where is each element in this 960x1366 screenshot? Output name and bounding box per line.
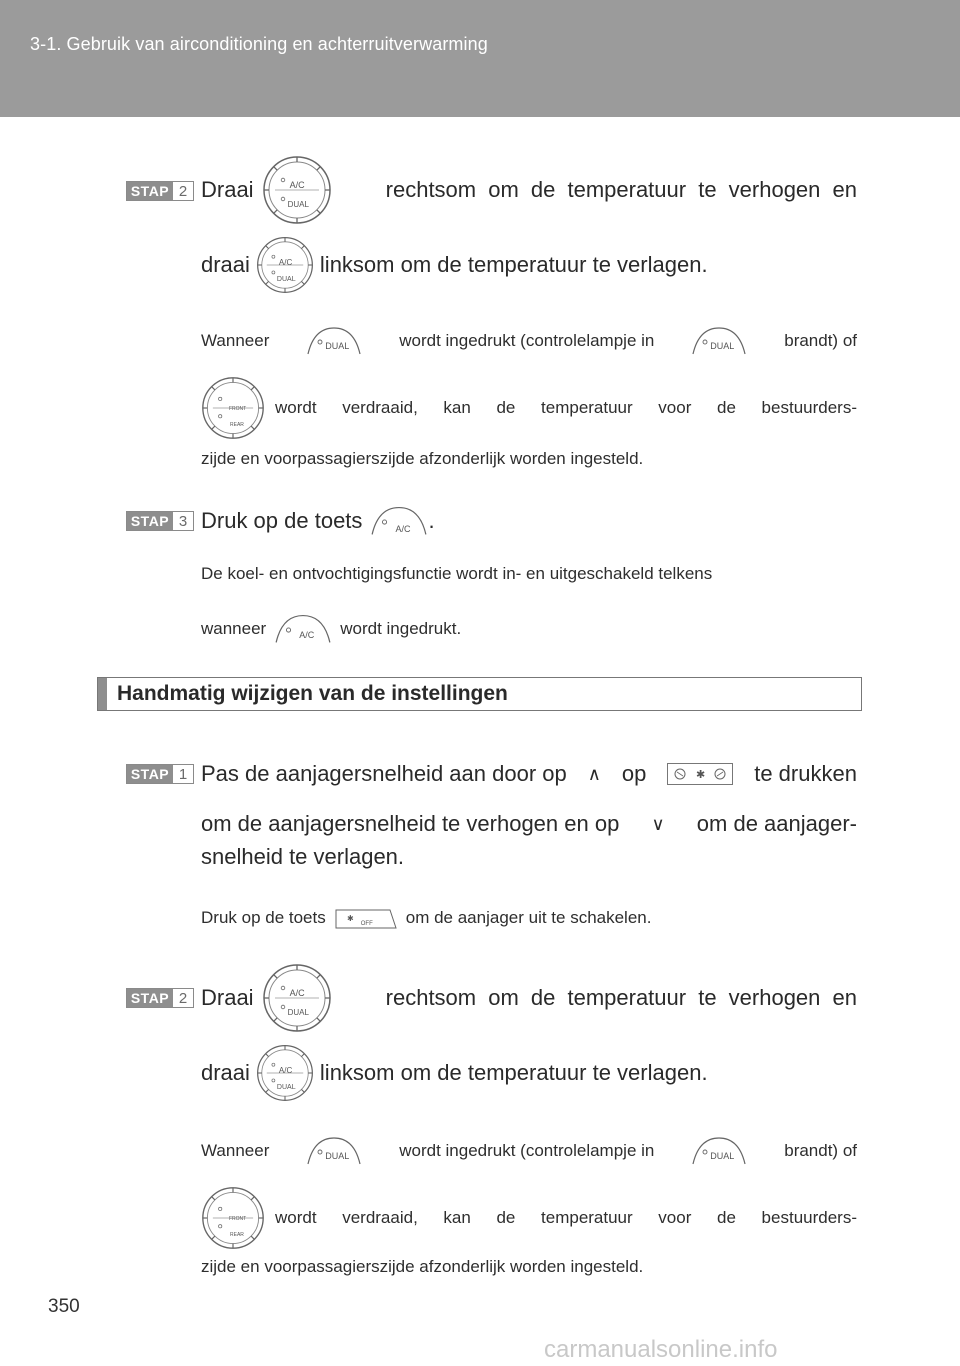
ac-button-icon (272, 613, 334, 645)
dial-bottom-label: REAR (230, 1232, 244, 1238)
step-badge-word: STAP (127, 512, 173, 530)
dual-button-icon (688, 1136, 750, 1166)
instruction-text: Draai (201, 177, 254, 202)
down-arrow-icon: ∨ (651, 814, 665, 834)
fan-off-label: OFF (360, 921, 373, 927)
step-badge-number: 3 (178, 512, 188, 530)
instruction-line (201, 252, 708, 283)
dial-top-label: FRONT (229, 1216, 247, 1222)
instruction-line (201, 761, 857, 787)
step-badge-number: 1 (178, 765, 188, 783)
note-line (201, 1140, 857, 1162)
dial-top-label: A/C (278, 258, 293, 267)
note-text: brandt) of (784, 1141, 857, 1160)
instruction-text: linksom om de temperatuur te verlagen. (319, 1060, 708, 1085)
note-text: wordt ingedrukt (controlelampje in (399, 1141, 655, 1160)
instruction-text: . (428, 508, 435, 533)
instruction-text: draai (201, 252, 250, 277)
instruction-line (201, 811, 857, 837)
step-badge (126, 181, 194, 201)
step-badge (126, 511, 194, 531)
note-text: De koel- en ontvochtigingsfunctie wordt in- en uitgeschakeld telkens (201, 564, 713, 583)
section-heading-bar (98, 678, 107, 710)
dual-button-icon (303, 1136, 365, 1166)
step-badge-word: STAP (127, 765, 173, 783)
note-line (201, 618, 461, 640)
instruction-text: te drukken (754, 761, 857, 786)
dial-top-label: A/C (289, 988, 305, 998)
step-badge-number: 2 (178, 182, 188, 200)
note-text: om de aanjager uit te schakelen. (405, 908, 652, 927)
instruction-text: linksom om de temperatuur te verlagen. (319, 252, 708, 277)
section-title: Handmatig wijzigen van de instellingen (117, 682, 508, 705)
note-line (201, 1186, 857, 1250)
dial-bottom-label: DUAL (287, 1008, 309, 1017)
note-text: wordt verdraaid, kan de temperatuur voor de bestuurders- (275, 398, 857, 417)
instruction-line (201, 985, 857, 1017)
fan-off-button-icon (334, 906, 398, 930)
note-line (201, 330, 857, 352)
footer-watermark[interactable]: carmanualsonline.info (544, 1336, 778, 1363)
chapter-title: 3-1. Gebruik van airconditioning en achterruitverwarming (30, 34, 488, 54)
dial-top-label: A/C (289, 180, 305, 190)
temperature-dial-icon (256, 1044, 314, 1102)
fan-speed-button-icon (667, 763, 733, 785)
page-number: 350 (48, 1296, 80, 1317)
page-header (0, 0, 960, 117)
step-badge (126, 764, 194, 784)
instruction-text: rechtsom om de temperatuur te verhogen en (385, 985, 857, 1010)
step-badge-word: STAP (127, 182, 173, 200)
svg-text:✱: ✱ (696, 768, 706, 781)
ac-button-icon (368, 505, 430, 537)
mode-dial-icon (201, 1186, 265, 1250)
note-line (201, 376, 857, 440)
note-text: wordt ingedrukt (controlelampje in (399, 331, 655, 350)
temperature-dial-icon (262, 155, 332, 225)
note-text: brandt) of (784, 331, 857, 350)
note-line (201, 906, 651, 930)
instruction-text: Pas de aanjagersnelheid aan door op (201, 761, 567, 786)
section-heading (97, 677, 862, 711)
ac-button-label: A/C (299, 630, 315, 640)
dial-top-label: FRONT (229, 406, 247, 412)
instruction-text: snelheid te verlagen. (201, 844, 405, 869)
instruction-text: rechtsom om de temperatuur te verhogen en (385, 177, 857, 202)
instruction-line (201, 177, 857, 209)
temperature-dial-icon (256, 236, 314, 294)
dual-button-label: DUAL (710, 341, 735, 351)
dual-button-label: DUAL (325, 341, 350, 351)
instruction-text: om de aanjager- (696, 811, 857, 836)
note-text: Wanneer (201, 1141, 270, 1160)
dial-bottom-label: DUAL (276, 276, 296, 283)
note-text: Druk op de toets (201, 908, 326, 927)
dial-bottom-label: DUAL (287, 200, 309, 209)
svg-text:✱: ✱ (346, 914, 354, 923)
instruction-text: Druk op de toets (201, 508, 363, 533)
dial-top-label: A/C (278, 1066, 293, 1075)
instruction-text: draai (201, 1060, 250, 1085)
note-text: wanneer (201, 619, 267, 638)
instruction-text: Draai (201, 985, 254, 1010)
step-badge-number: 2 (178, 989, 188, 1007)
note-text: zijde en voorpassagierszijde afzonderlijk worden ingesteld. (201, 449, 644, 468)
note-text: wordt ingedrukt. (340, 619, 462, 638)
instruction-line (201, 1060, 708, 1091)
up-arrow-icon: ∧ (587, 764, 601, 784)
dial-bottom-label: DUAL (276, 1084, 296, 1091)
temperature-dial-icon (262, 963, 332, 1033)
dual-button-label: DUAL (710, 1151, 735, 1161)
note-text: wordt verdraaid, kan de temperatuur voor de bestuurders- (275, 1208, 857, 1227)
dual-button-icon (303, 326, 365, 356)
note-text: zijde en voorpassagierszijde afzonderlijk worden ingesteld. (201, 1257, 644, 1276)
note-text: Wanneer (201, 331, 270, 350)
dual-button-icon (688, 326, 750, 356)
instruction-line (201, 508, 435, 534)
ac-button-label: A/C (395, 524, 411, 534)
dual-button-label: DUAL (325, 1151, 350, 1161)
mode-dial-icon (201, 376, 265, 440)
step-badge (126, 988, 194, 1008)
dial-bottom-label: REAR (230, 422, 244, 428)
step-badge-word: STAP (127, 989, 173, 1007)
instruction-text: op (621, 761, 647, 786)
instruction-text: om de aanjagersnelheid te verhogen en op (201, 811, 620, 836)
